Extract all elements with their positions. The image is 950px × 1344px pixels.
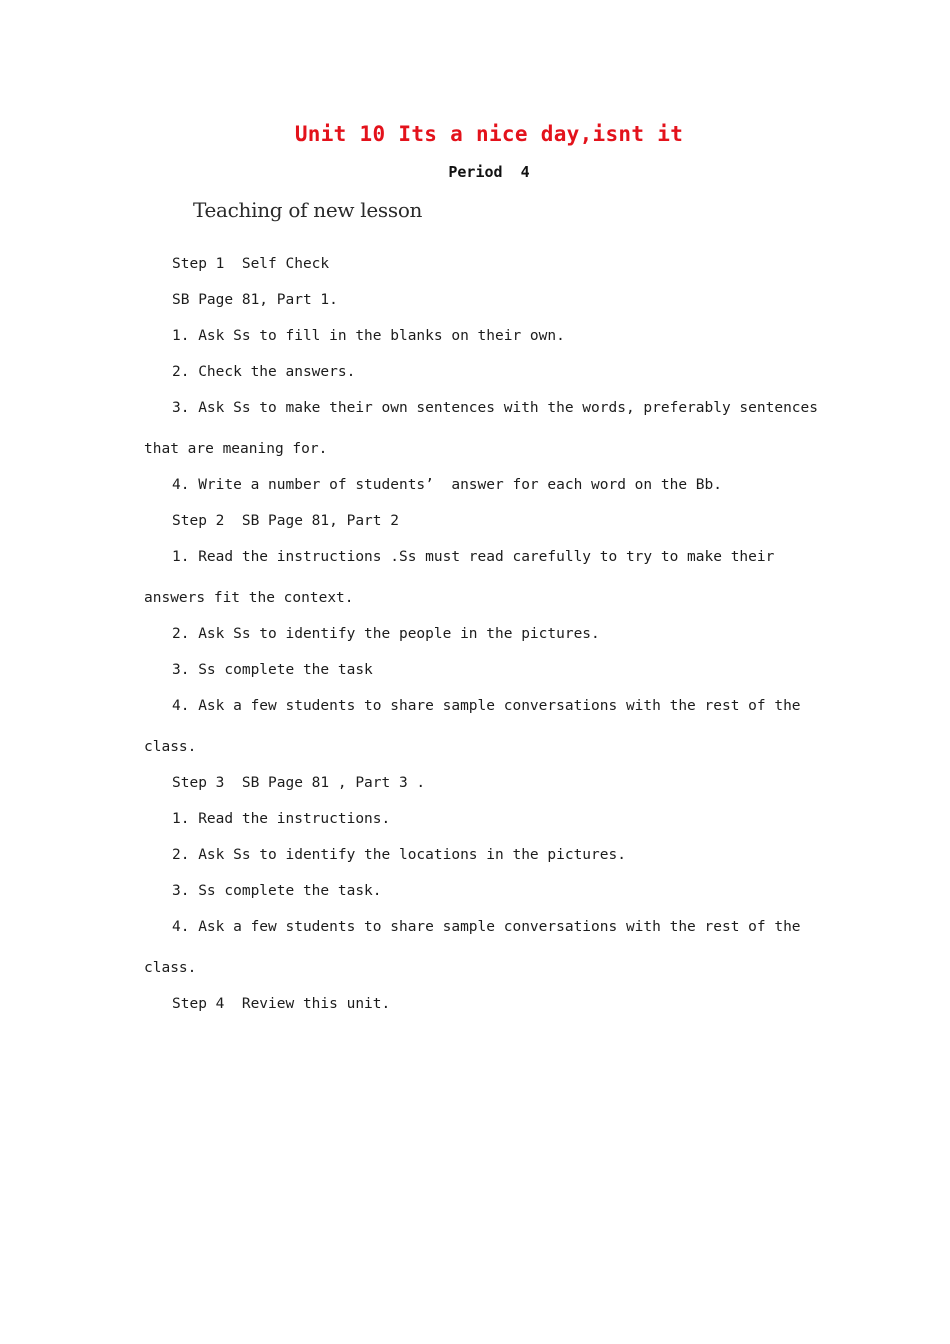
page-title: Unit 10 Its a nice day,isnt it [294, 122, 684, 146]
text-line: 2. Ask Ss to identify the people in the pictures. [172, 626, 600, 642]
section-heading: Teaching of new lesson [193, 198, 423, 222]
text-line: 4. Ask a few students to share sample conversations with the rest of the [172, 919, 801, 935]
text-line: 2. Check the answers. [172, 364, 356, 380]
text-line: 1. Read the instructions. [172, 811, 391, 827]
text-line: 3. Ss complete the task. [172, 883, 382, 899]
text-line: 3. Ss complete the task [172, 662, 373, 678]
text-line: 3. Ask Ss to make their own sentences with the words, preferably sentences [172, 400, 819, 416]
text-line: 1. Read the instructions .Ss must read carefully to try to make their [172, 549, 775, 565]
text-line: class. [144, 960, 197, 976]
step-1-heading: Step 1 Self Check [172, 256, 330, 272]
text-line: 1. Ask Ss to fill in the blanks on their own. [172, 328, 565, 344]
text-line: 4. Write a number of students’ answer for each word on the Bb. [172, 477, 722, 493]
step-2-heading: Step 2 SB Page 81, Part 2 [172, 513, 399, 529]
step-3-heading: Step 3 SB Page 81 , Part 3 . [172, 775, 426, 791]
period-subtitle: Period 4 [448, 163, 530, 181]
text-line: that are meaning for. [144, 441, 328, 457]
text-line: answers fit the context. [144, 590, 354, 606]
step-4-heading: Step 4 Review this unit. [172, 996, 391, 1012]
text-line: SB Page 81, Part 1. [172, 292, 338, 308]
text-line: class. [144, 739, 197, 755]
text-line: 4. Ask a few students to share sample conversations with the rest of the [172, 698, 801, 714]
text-line: 2. Ask Ss to identify the locations in the pictures. [172, 847, 626, 863]
